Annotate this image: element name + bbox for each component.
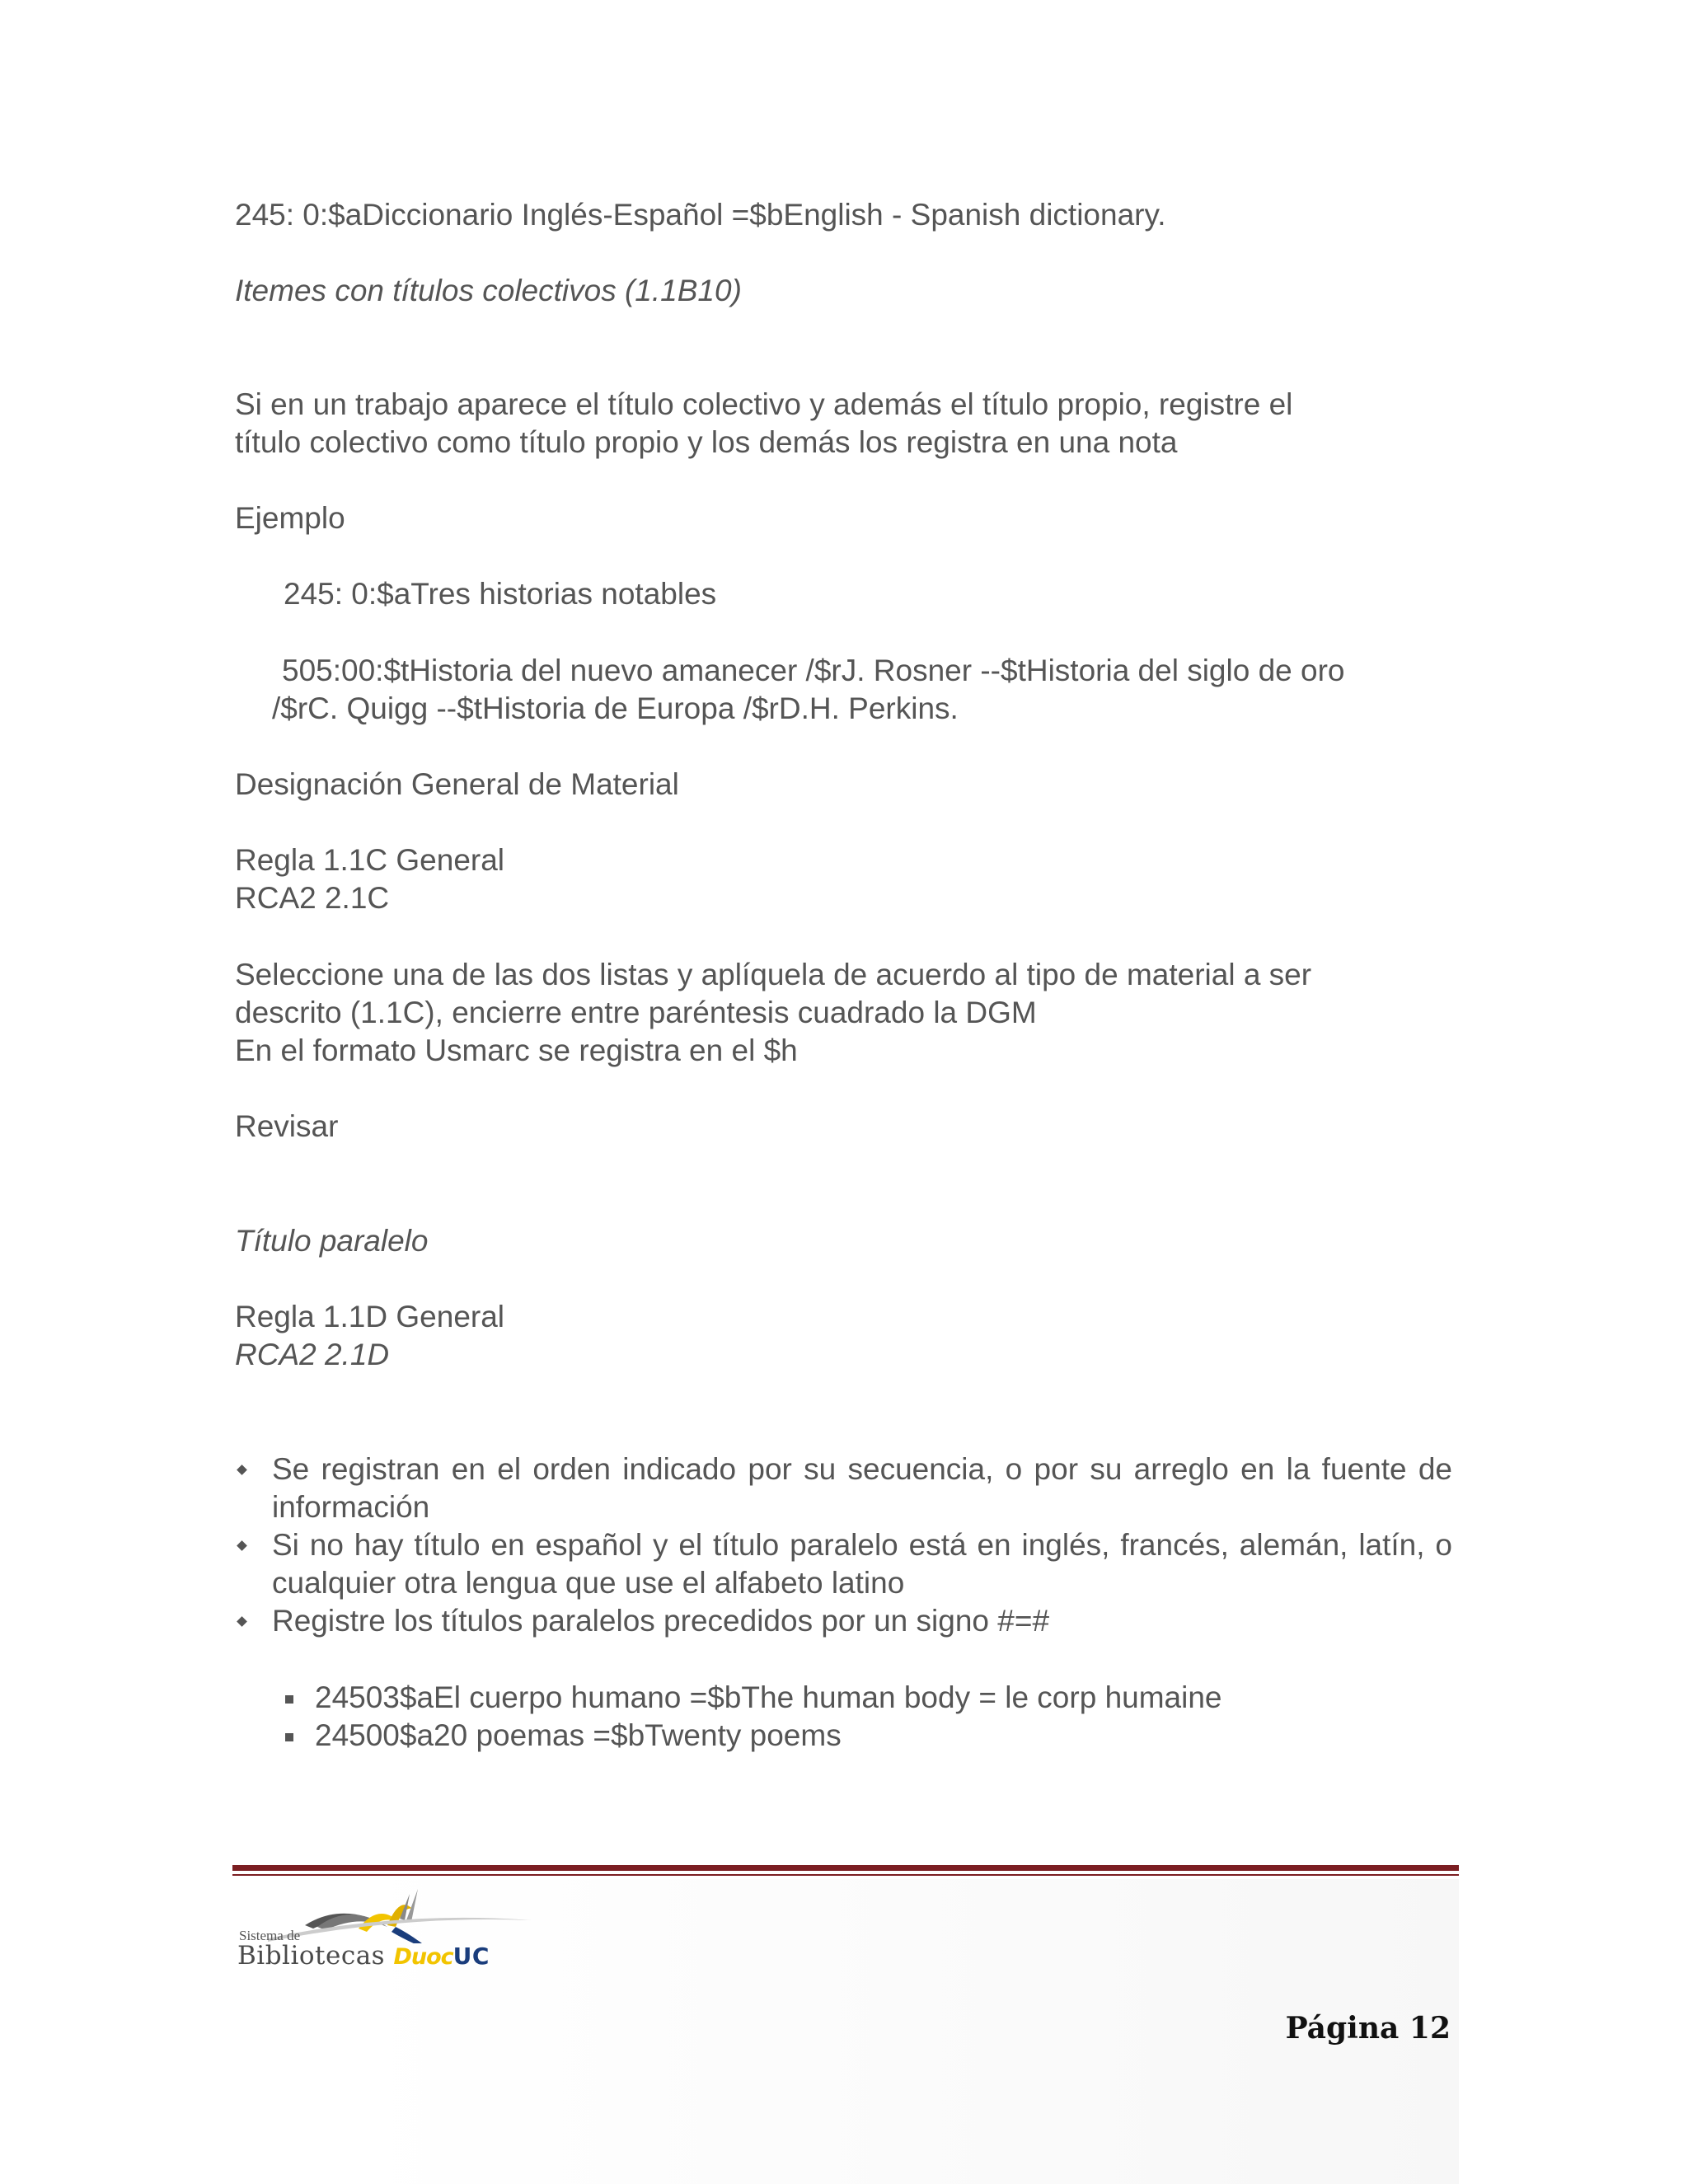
logo-duoc-text: Duoc: [393, 1944, 453, 1970]
heading-dgm: Designación General de Material: [235, 767, 679, 801]
logo-uc-text: UC: [452, 1943, 490, 1970]
paragraph-dgm-line-3: En el formato Usmarc se registra en el $h: [235, 1033, 798, 1067]
bullet-item: Registre los títulos paralelos precedidos por un signo #=#: [272, 1604, 1050, 1638]
square-bullet-icon: [285, 1733, 293, 1741]
heading-collective-titles: Itemes con títulos colectivos (1.1B10): [235, 274, 742, 307]
paragraph-dgm-line-1: Seleccione una de las dos listas y aplíquela de acuerdo al tipo de material a ser: [235, 958, 1312, 991]
example-label: Ejemplo: [235, 501, 345, 535]
heading-parallel-title: Título paralelo: [235, 1224, 429, 1258]
rca-parallel: RCA2 2.1D: [235, 1338, 390, 1371]
footer-rule: [232, 1865, 1459, 1871]
footer-rule-thin: [232, 1874, 1459, 1876]
rule-parallel: Regla 1.1D General: [235, 1300, 505, 1333]
duoc-library-logo: [235, 1877, 581, 1980]
marc-245-dictionary-line: 245: 0:$aDiccionario Inglés-Español =$bEnglish - Spanish dictionary.: [235, 198, 1166, 232]
rule-dgm: Regla 1.1C General: [235, 843, 505, 877]
bullet-item: Se registran en el orden indicado por su secuencia, o por su arreglo en la fuente de información: [272, 1452, 1452, 1524]
diamond-bullet-icon: [237, 1540, 247, 1551]
revisar-label: Revisar: [235, 1109, 339, 1143]
page-number: Página 12: [1285, 2011, 1451, 2046]
sub-bullet-item: 24500$a20 poemas =$bTwenty poems: [315, 1718, 842, 1752]
square-bullet-icon: [285, 1695, 293, 1704]
paragraph-collective-line-1: Si en un trabajo aparece el título colectivo y además el título propio, registre el: [235, 387, 1293, 421]
paragraph-dgm-line-2: descrito (1.1C), encierre entre paréntesis cuadrado la DGM: [235, 996, 1037, 1029]
diamond-bullet-icon: [237, 1465, 247, 1475]
logo-bibliotecas-text: Bibliotecas: [237, 1941, 386, 1971]
example-245-line: 245: 0:$aTres historias notables: [284, 577, 717, 611]
example-505-line-1: 505:00:$tHistoria del nuevo amanecer /$rJ. Rosner --$tHistoria del siglo de oro: [282, 654, 1345, 687]
logo-small-text: Sistema de: [239, 1928, 301, 1943]
paragraph-collective-line-2: título colectivo como título propio y los demás los registra en una nota: [235, 425, 1178, 459]
logo-wordmark: [237, 1942, 490, 1971]
sub-bullet-item: 24503$aEl cuerpo humano =$bThe human body = le corp humaine: [315, 1680, 1222, 1714]
example-505-line-2: /$rC. Quigg --$tHistoria de Europa /$rD.H. Perkins.: [272, 691, 959, 725]
rca-dgm: RCA2 2.1C: [235, 881, 390, 915]
diamond-bullet-icon: [237, 1616, 247, 1627]
bullet-item: Si no hay título en español y el título paralelo está en inglés, francés, alemán, latín, o cualquier otra lengua que use el alfabeto latino: [272, 1528, 1452, 1600]
